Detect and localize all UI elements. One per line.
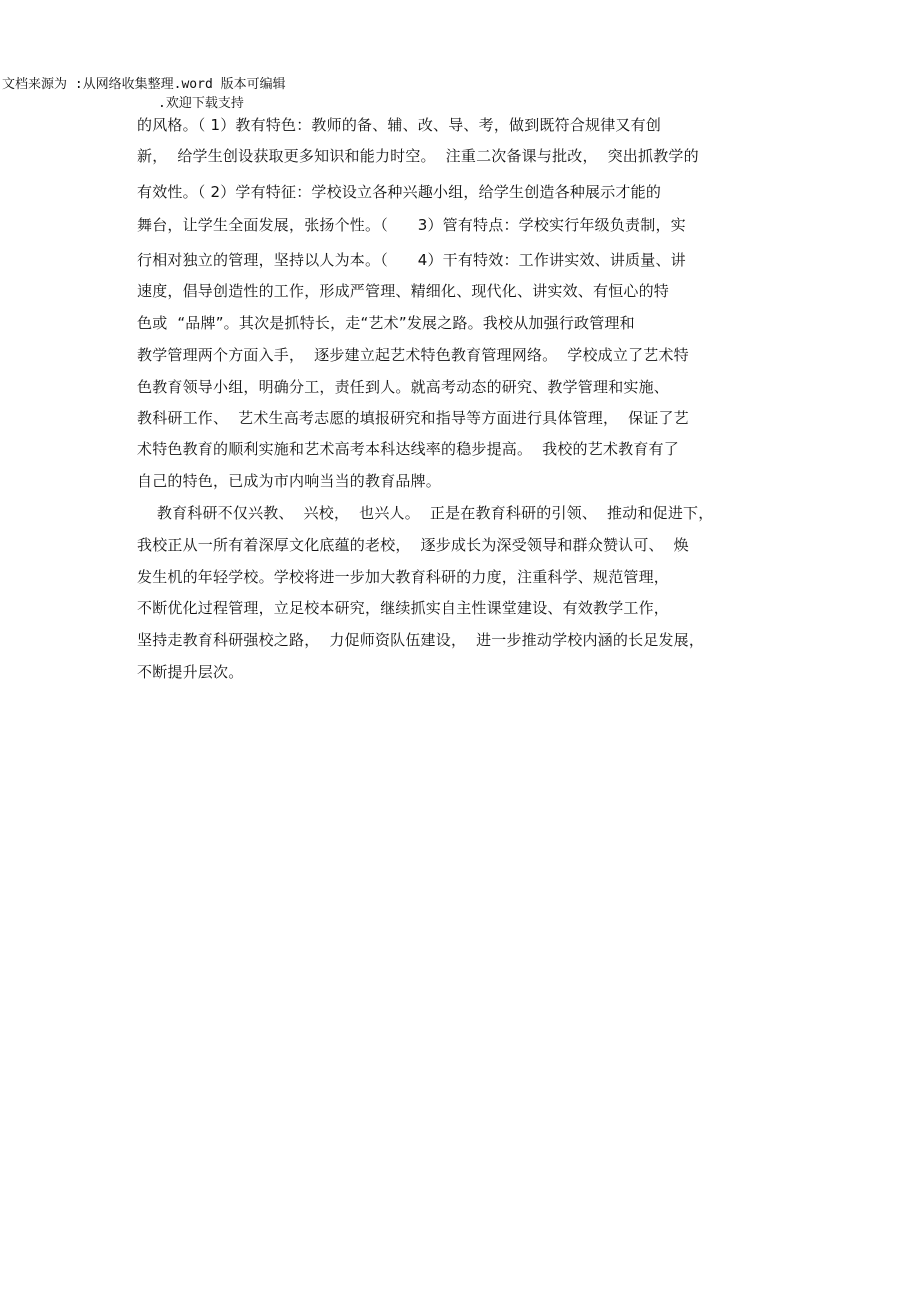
body-line-3: 有效性。（ 2）学有特征：学校设立各种兴趣小组，给学生创造各种展示才能的 [137,183,662,201]
body-line-12: 自己的特色，已成为市内响当当的教育品牌。 [137,472,442,490]
body-line-5: 行相对独立的管理，坚持以人为本。（ 4）干有特效：工作讲实效、讲质量、讲 [137,251,686,269]
body-line-13: 教育科研不仅兴教、 兴校， 也兴人。 正是在教育科研的引领、 推动和促进下， [137,504,714,522]
body-line-4: 舞台，让学生全面发展，张扬个性。（ 3）管有特点：学校实行年级负责制，实 [137,216,686,234]
body-line-11: 术特色教育的顺利实施和艺术高考本科达线率的稳步提高。 我校的艺术教育有了 [137,440,679,458]
source-note: 文档来源为 :从网络收集整理.word 版本可编辑 [2,77,286,92]
body-line-8: 教学管理两个方面入手， 逐步建立起艺术特色教育管理网络。 学校成立了艺术特 [137,346,689,364]
body-line-17: 坚持走教育科研强校之路， 力促师资队伍建设， 进一步推动学校内涵的长足发展， [137,631,705,649]
body-line-10: 教科研工作、 艺术生高考志愿的填报研究和指导等方面进行具体管理， 保证了艺 [137,409,689,427]
body-line-1: 的风格。（ 1）教有特色：教师的备、辅、改、导、考，做到既符合规律又有创 [137,116,662,134]
body-line-9: 色教育领导小组，明确分工，责任到人。就高考动态的研究、教学管理和实施、 [137,378,670,396]
welcome-note: .欢迎下载支持 [158,96,244,111]
body-line-16: 不断优化过程管理，立足校本研究，继续抓实自主性课堂建设、有效教学工作， [137,599,670,617]
body-line-2: 新， 给学生创设获取更多知识和能力时空。 注重二次备课与批改， 突出抓教学的 [137,147,699,165]
body-line-18: 不断提升层次。 [137,663,244,681]
body-line-14: 我校正从一所有着深厚文化底蕴的老校， 逐步成长为深受领导和群众赞认可、 焕 [137,536,689,554]
body-line-6: 速度，倡导创造性的工作，形成严管理、精细化、现代化、讲实效、有恒心的特 [137,282,670,300]
body-line-7: 色或 “品牌”。其次是抓特长，走“艺术”发展之路。我校从加强行政管理和 [137,314,635,332]
body-line-15: 发生机的年轻学校。学校将进一步加大教育科研的力度，注重科学、规范管理， [137,568,670,586]
